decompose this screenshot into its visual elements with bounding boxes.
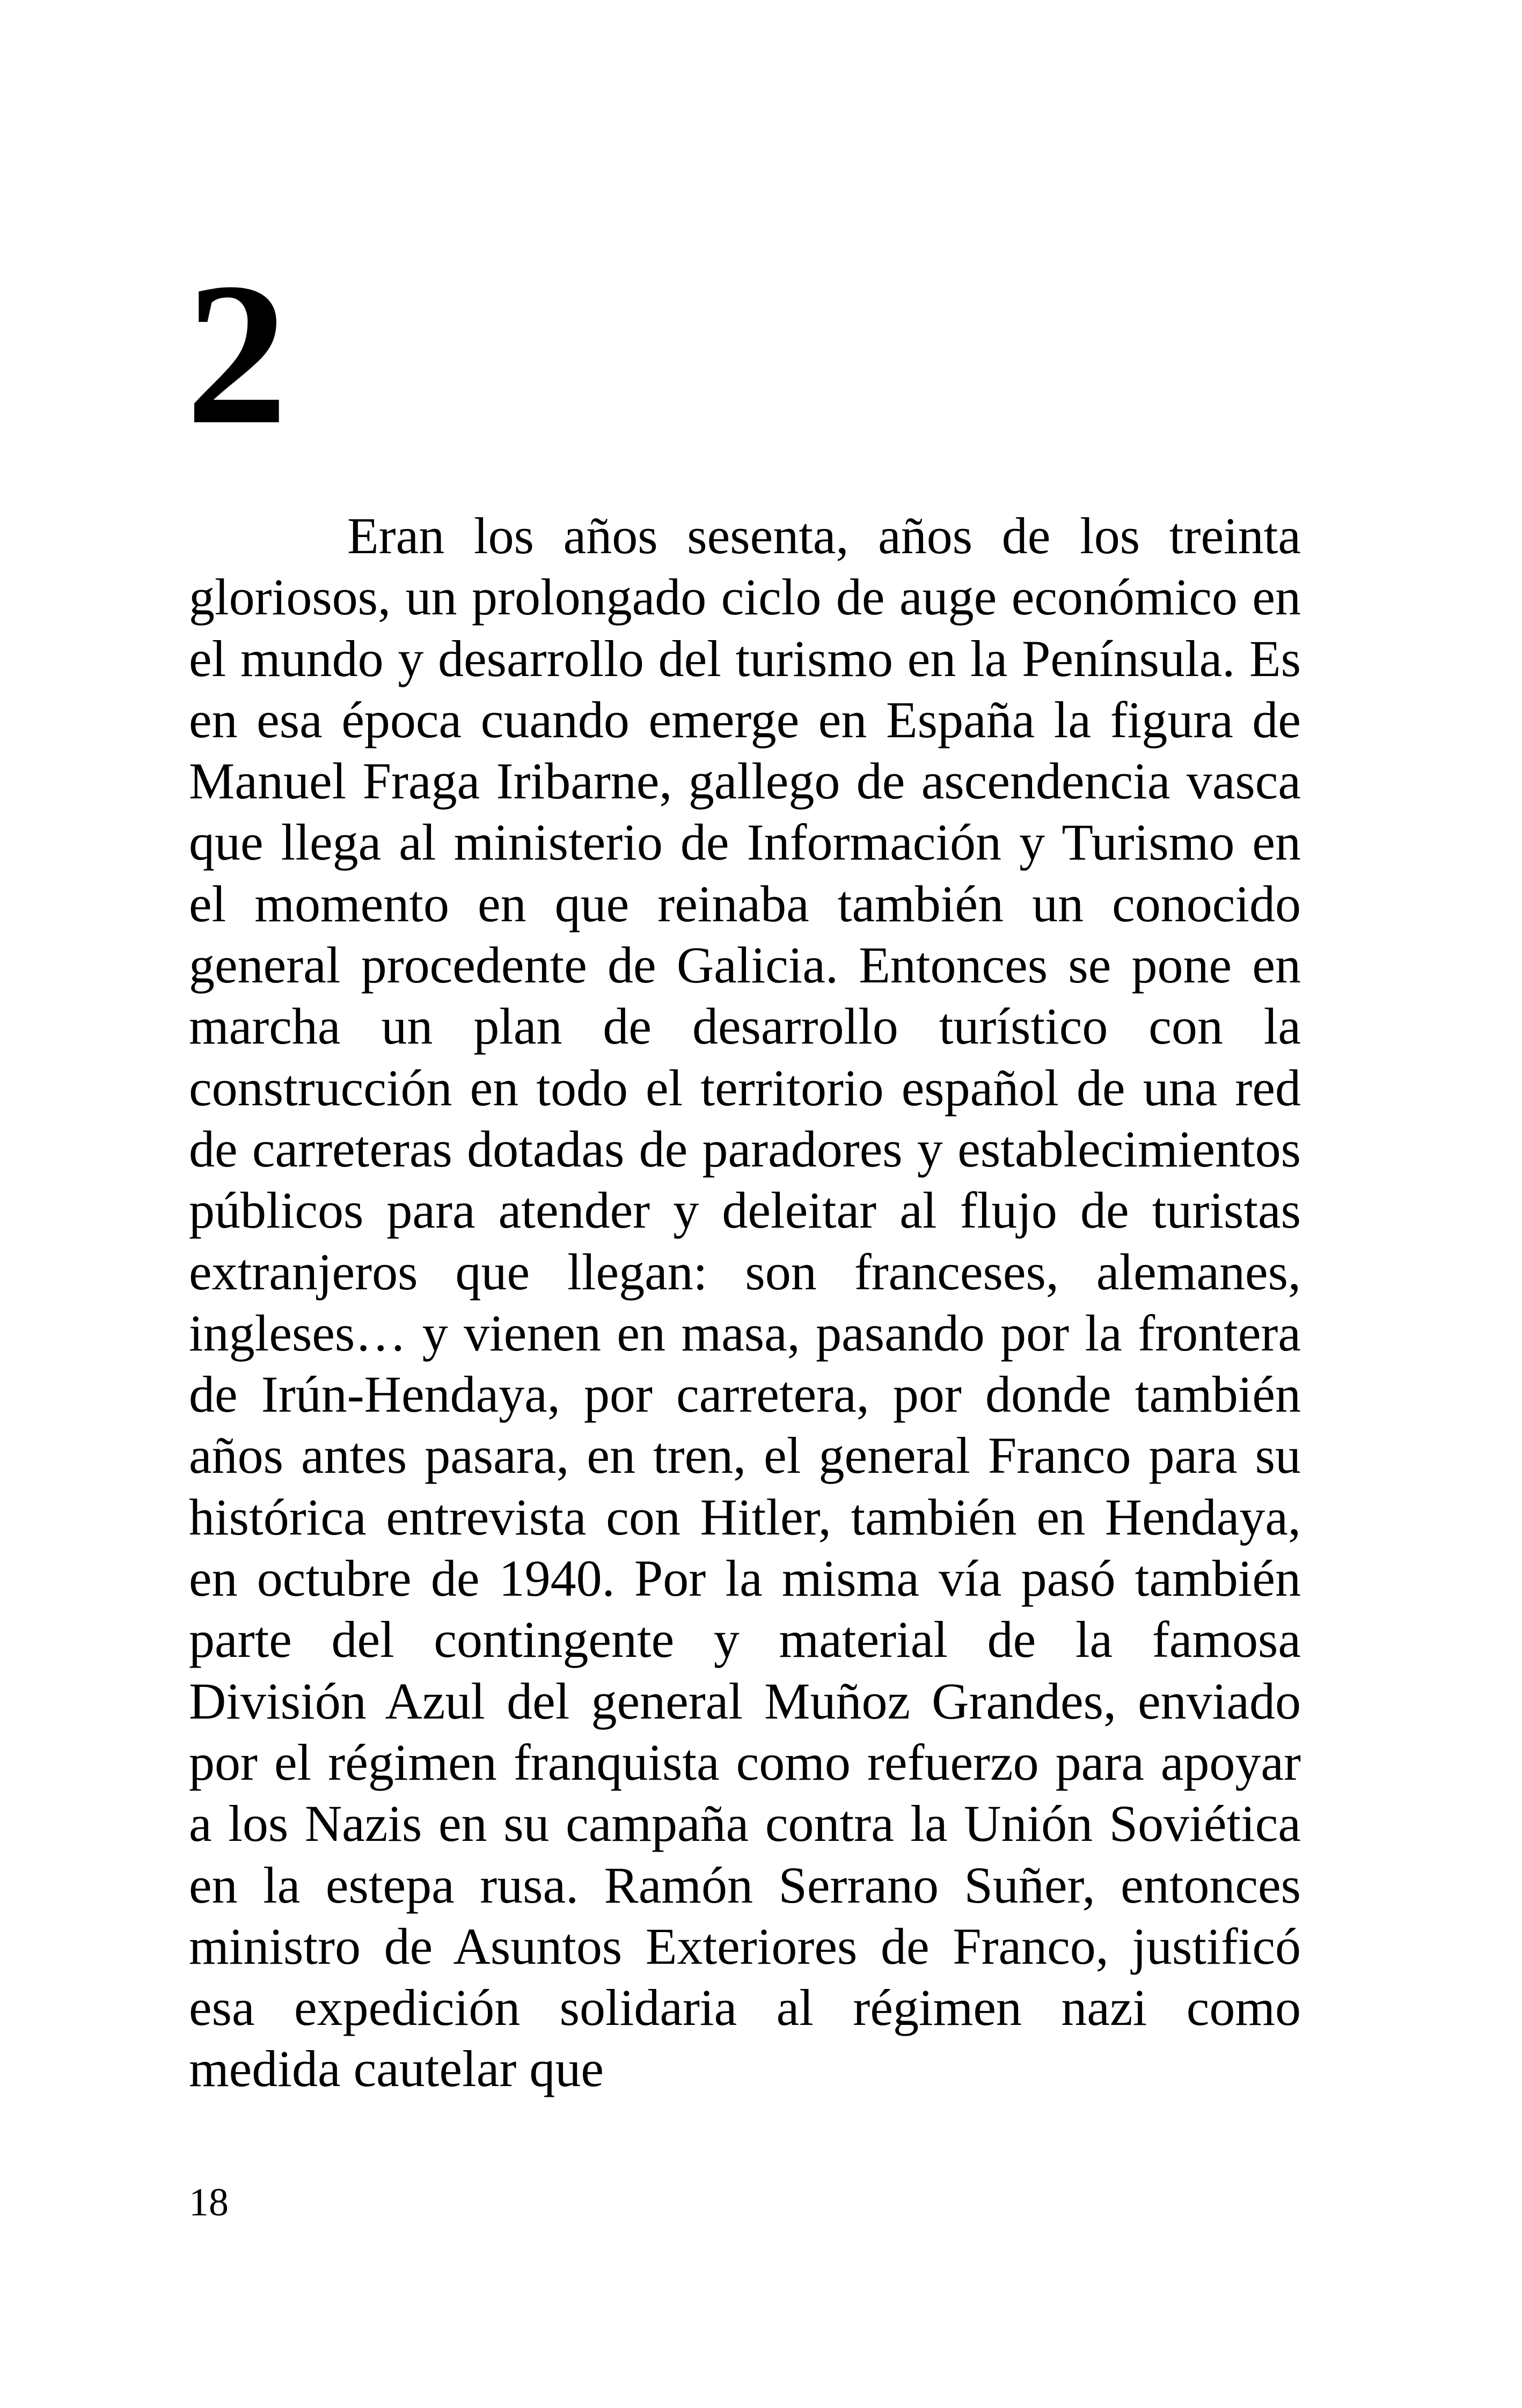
- chapter-number: 2: [186, 241, 288, 467]
- body-paragraph: Eran los años sesenta, años de los treinta gloriosos, un prolongado ciclo de auge económico en el mundo y desarrollo del turismo en la Península. Es en esa época cuando emerge en España la figura de Manuel Fraga Iribarne, gallego de ascendencia vasca que llega al ministerio de Información y Turismo en el momento en que reinaba también un conocido general procedente de Galicia. Entonces se pone en marcha un plan de desarrollo turístico con la construcción en todo el territorio español de una red de carreteras dotadas de paradores y establecimientos públicos para atender y deleitar al flujo de turistas extranjeros que llegan: son franceses, alemanes, ingleses… y vienen en masa, pasando por la frontera de Irún-Hendaya, por carretera, por donde también años antes pasara, en tren, el general Franco para su histórica entrevista con Hitler, también en Hendaya, en octubre de 1940. Por la misma vía pasó también parte del contingente y material de la famosa División Azul del general Muñoz Grandes, enviado por el régimen franquista como refuerzo para apoyar a los Nazis en su campaña contra la Unión Soviética en la estepa rusa. Ramón Serrano Suñer, entonces ministro de Asuntos Exteriores de Franco, justificó esa expedición solidaria al régimen nazi como medida cautelar que: [189, 507, 1301, 2098]
- page-number: 18: [189, 2181, 229, 2225]
